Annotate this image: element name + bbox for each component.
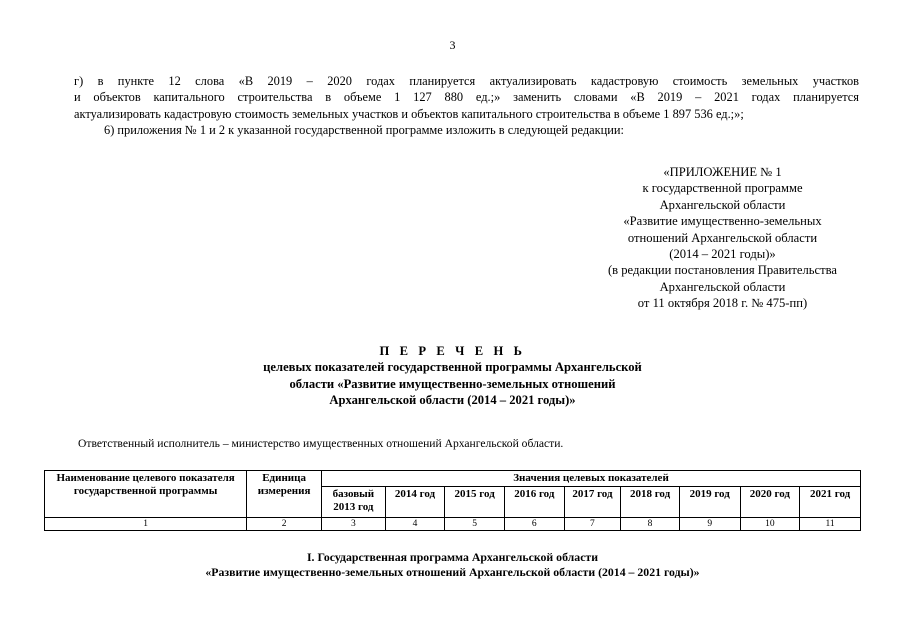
column-number: 5 (445, 518, 505, 531)
page-number: 3 (449, 38, 456, 52)
column-number: 1 (45, 518, 247, 531)
header-year: 2021 год (800, 487, 861, 518)
header-year: 2017 год (564, 487, 621, 518)
column-number: 8 (621, 518, 680, 531)
section-subtitle: «Развитие имущественно-земельных отношений Архангельской области (2014 – 2021 годы)» (205, 565, 700, 579)
column-number: 3 (322, 518, 386, 531)
header-year: базовый 2013 год (322, 487, 386, 518)
appendix-line: (2014 – 2021 годы)» (669, 247, 776, 262)
column-number: 6 (504, 518, 564, 531)
appendix-line: Архангельской области (659, 279, 786, 294)
paragraph-line: актуализировать кадастровую стоимость земельных участков и объектов капитального строительства в объеме 1 897 536 ед.;»; (74, 107, 744, 121)
appendix-line: «ПРИЛОЖЕНИЕ № 1 (663, 165, 782, 179)
appendix-line: к государственной программе (642, 181, 803, 196)
title-line: целевых показателей государственной программы Архангельской (263, 360, 642, 375)
paragraph-line: и объектов капитального строительства в объеме 1 127 880 ед.;» заменить словами «В 2019 – 2021 годах планируется (74, 90, 859, 104)
appendix-line: «Развитие имущественно-земельных (623, 214, 822, 229)
appendix-header (560, 164, 885, 312)
title-line: области «Развитие имущественно-земельных отношений (289, 376, 616, 391)
appendix-line: Архангельской области (659, 197, 786, 212)
responsible-executor: Ответственный исполнитель – министерство имущественных отношений Архангельской области. (78, 437, 564, 450)
title-line: Архангельской области (2014 – 2021 годы)» (329, 392, 576, 407)
header-year: 2018 год (621, 487, 680, 518)
column-number: 9 (679, 518, 740, 531)
header-year: 2019 год (679, 487, 740, 518)
appendix-line: отношений Архангельской области (627, 230, 818, 245)
appendix-line: от 11 октября 2018 г. № 475-пп) (637, 296, 808, 311)
column-number: 11 (800, 518, 861, 531)
header-year: 2014 год (385, 487, 445, 518)
header-year: 2016 год (504, 487, 564, 518)
column-number: 7 (564, 518, 621, 531)
indicators-table (44, 470, 861, 531)
header-unit: Единица измерения (247, 471, 322, 518)
title-heading: П Е Р Е Ч Е Н Ь (379, 344, 526, 358)
column-number: 4 (385, 518, 445, 531)
header-year: 2015 год (445, 487, 505, 518)
paragraph-line: 6) приложения № 1 и 2 к указанной государственной программе изложить в следующей редакции: (104, 123, 624, 137)
header-year: 2020 год (740, 487, 800, 518)
document-title (180, 343, 725, 408)
section-heading (0, 550, 905, 580)
appendix-line: (в редакции постановления Правительства (607, 263, 838, 278)
paragraph-line: г) в пункте 12 слова «В 2019 – 2020 годах планируется актуализировать кадастровую стоимость земельных участков (74, 74, 859, 88)
header-indicator-name: Наименование целевого показателя государственной программы (45, 471, 247, 518)
column-number: 10 (740, 518, 800, 531)
section-title: I. Государственная программа Архангельской области (306, 550, 599, 564)
header-values-group: Значения целевых показателей (322, 471, 861, 487)
column-number: 2 (247, 518, 322, 531)
